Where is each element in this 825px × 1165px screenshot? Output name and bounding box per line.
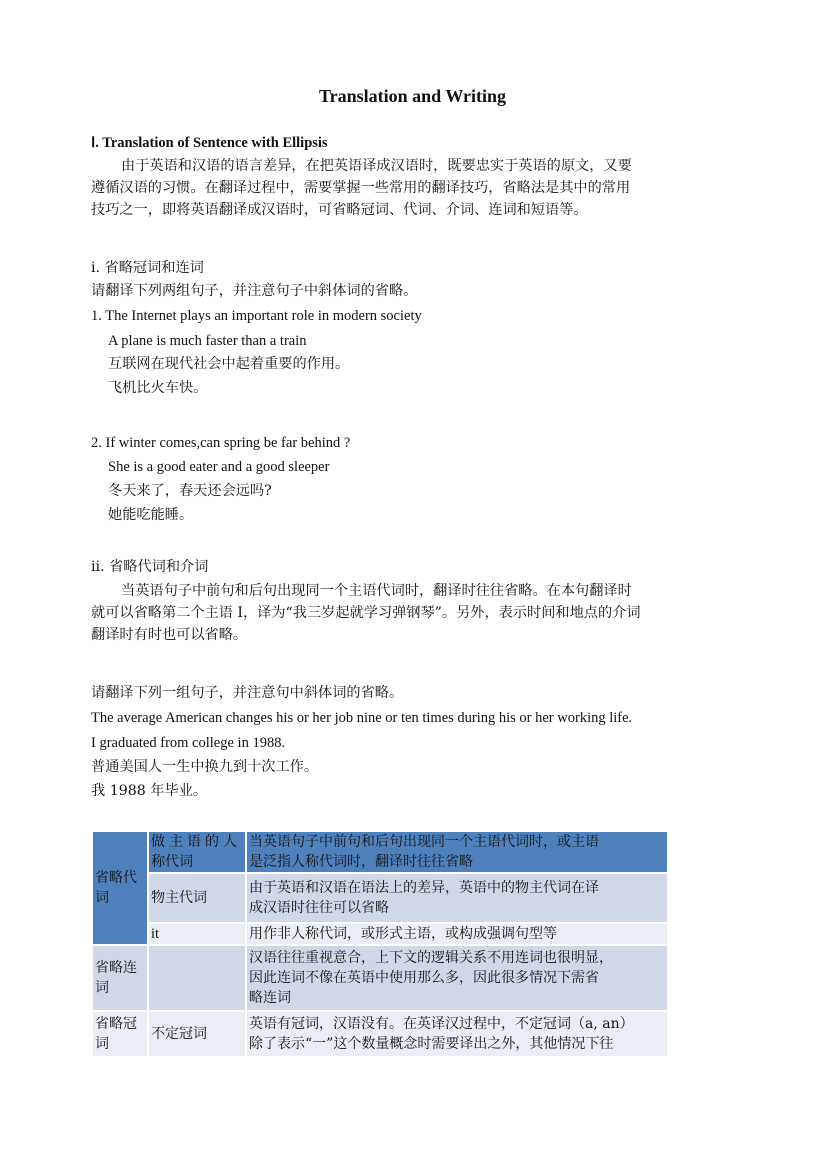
paragraph-line: 由于英语和汉语的语言差异，在把英语译成汉语时，既要忠实于英语的原文，又要 [121, 158, 632, 174]
cell-text: 词 [95, 1036, 109, 1052]
cell-text: 词 [95, 890, 109, 906]
subcategory-cell: 物主代词 [148, 873, 246, 923]
cell-text: 是泛指人称代词时，翻译时往往省略 [249, 854, 473, 870]
english-sentence: A plane is much faster than a train [108, 333, 307, 349]
chinese-translation: 互联网在现代社会中起着重要的作用。 [108, 356, 350, 372]
cell-text: 当英语句子中前句和后句出现同一个主语代词时，或主语 [249, 834, 599, 850]
table-row [92, 1011, 668, 1057]
paragraph-line: 就可以省略第二个主语 I，译为“我三岁起就学习弹钢琴”。另外，表示时间和地点的介词 [91, 605, 641, 621]
description-cell [246, 873, 668, 923]
table-row [92, 923, 668, 945]
chinese-translation: 冬天来了，春天还会远吗? [108, 483, 272, 499]
subsection-heading: ⅱ. 省略代词和介词 [91, 559, 209, 575]
cell-text: 省略连 [95, 960, 137, 976]
cell-text: 略连词 [249, 990, 291, 1006]
english-sentence: 1. The Internet plays an important role in modern society [91, 308, 422, 324]
cell-text: 除了表示“一”这个数量概念时需要译出之外，其他情况下往 [249, 1036, 614, 1052]
category-cell-conjunction [92, 945, 148, 1011]
category-cell-article [92, 1011, 148, 1057]
subcategory-cell [148, 831, 246, 873]
description-cell [246, 831, 668, 873]
cell-text: 词 [95, 980, 109, 996]
chinese-translation: 普通美国人一生中换九到十次工作。 [91, 759, 319, 775]
table-row [92, 945, 668, 1011]
description-cell: 用作非人称代词，或形式主语，或构成强调句型等 [246, 923, 668, 945]
paragraph-line: 当英语句子中前句和后句出现同一个主语代词时，翻译时往往省略。在本句翻译时 [121, 583, 632, 599]
chinese-translation: 她能吃能睡。 [108, 507, 194, 523]
subcategory-cell: 不定冠词 [148, 1011, 246, 1057]
cell-text: 汉语往往重视意合，上下文的逻辑关系不用连词也很明显， [249, 950, 613, 966]
cell-text: 因此连词不像在英语中使用那么多，因此很多情况下需省 [249, 970, 599, 986]
table-row [92, 873, 668, 923]
section-paragraph [91, 581, 739, 645]
section-paragraph [91, 156, 739, 220]
cell-text: 称代词 [151, 854, 193, 870]
subcategory-cell-empty [148, 945, 246, 1011]
instruction-text: 请翻译下列两组句子，并注意句子中斜体词的省略。 [91, 283, 418, 299]
paragraph-line: 翻译时有时也可以省略。 [91, 627, 248, 643]
cell-text: 做主语的人 [151, 834, 241, 850]
chinese-translation: 飞机比火车快。 [108, 380, 208, 396]
cell-text: 成汉语时往往可以省略 [249, 900, 389, 916]
subcategory-cell: it [148, 923, 246, 945]
paragraph-line: 技巧之一，即将英语翻译成汉语时，可省略冠词、代词、介词、连词和短语等。 [91, 202, 588, 218]
cell-text: 省略冠 [95, 1016, 137, 1032]
instruction-text: 请翻译下列一组句子，并注意句中斜体词的省略。 [91, 685, 404, 701]
category-cell-pronoun [92, 831, 148, 945]
description-cell [246, 945, 668, 1011]
english-sentence: I graduated from college in 1988. [91, 735, 286, 751]
english-sentence: The average American changes his or her job nine or ten times during his or her working life. [91, 710, 633, 726]
description-cell [246, 1011, 668, 1057]
subsection-heading: ⅰ. 省略冠词和连词 [91, 260, 204, 276]
section-heading: Ⅰ. Translation of Sentence with Ellipsis [91, 135, 328, 151]
cell-text: 由于英语和汉语在语法上的差异，英语中的物主代词在译 [249, 880, 599, 896]
document-title: Translation and Writing [318, 86, 507, 106]
chinese-translation: 我 1988 年毕业。 [91, 783, 208, 799]
english-sentence: She is a good eater and a good sleeper [108, 459, 330, 475]
cell-text: 英语有冠词，汉语没有。在英译汉过程中，不定冠词（a, an） [249, 1016, 634, 1032]
english-sentence: 2. If winter comes,can spring be far behind ? [91, 435, 351, 451]
table-row [92, 831, 668, 873]
ellipsis-table [91, 830, 669, 1058]
paragraph-line: 遵循汉语的习惯。在翻译过程中，需要掌握一些常用的翻译技巧，省略法是其中的常用 [91, 180, 631, 196]
cell-text: 省略代 [95, 870, 137, 886]
